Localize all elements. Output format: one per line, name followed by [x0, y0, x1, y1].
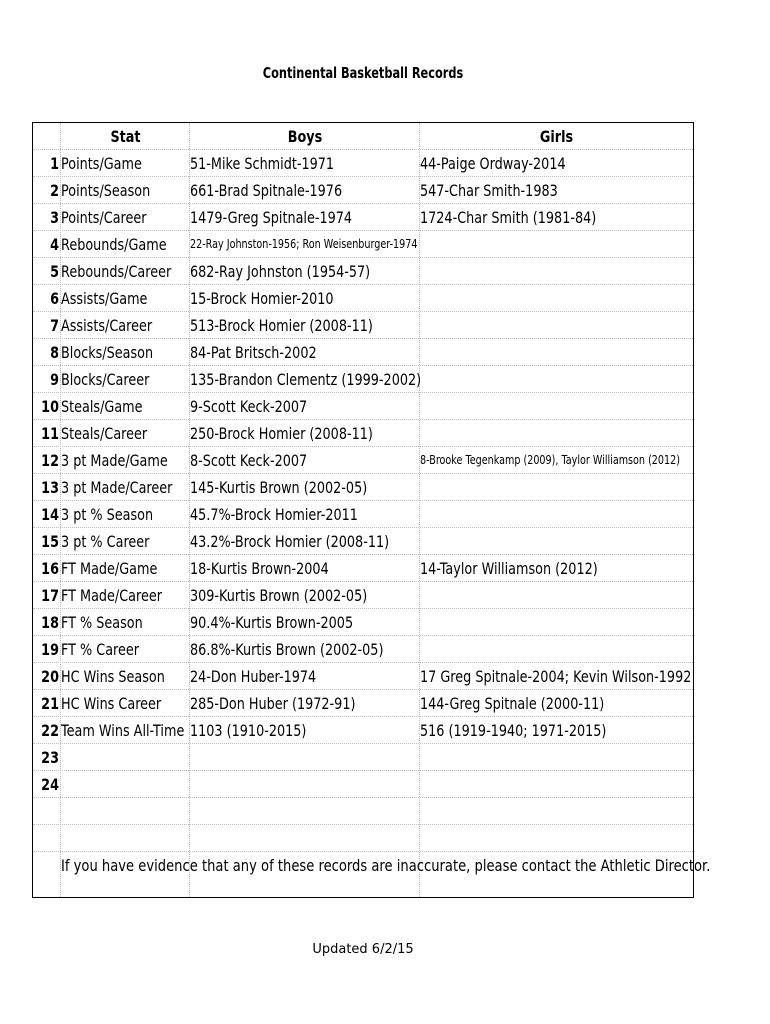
stat-cell: FT Made/Career	[61, 586, 162, 605]
girls-record-cell: 1724-Char Smith (1981-84)	[420, 208, 597, 227]
table-row	[33, 285, 693, 312]
boys-record-cell: 9-Scott Keck-2007	[190, 397, 308, 416]
stat-cell: Steals/Career	[61, 424, 148, 443]
stat-cell: 3 pt Made/Game	[61, 451, 168, 470]
stat-cell: Blocks/Career	[61, 370, 150, 389]
table-row	[33, 501, 693, 528]
row-number: 6	[50, 289, 59, 308]
stat-cell: FT Made/Game	[61, 559, 158, 578]
stat-cell: Points/Career	[61, 208, 147, 227]
updated-date: Updated 6/2/15	[312, 942, 414, 957]
stat-cell: 3 pt Made/Career	[61, 478, 173, 497]
stat-cell: Points/Season	[61, 181, 151, 200]
boys-record-cell: 1103 (1910-2015)	[190, 721, 307, 740]
table-row	[33, 231, 693, 258]
table-row	[33, 528, 693, 555]
stat-cell: Blocks/Season	[61, 343, 154, 362]
boys-record-cell: 8-Scott Keck-2007	[190, 451, 308, 470]
table-row	[33, 744, 693, 771]
table-row	[33, 366, 693, 393]
stat-cell: 3 pt % Career	[61, 532, 150, 551]
row-number: 11	[41, 424, 59, 443]
row-number: 2	[50, 181, 59, 200]
row-number: 15	[41, 532, 59, 551]
boys-record-cell: 309-Kurtis Brown (2002-05)	[190, 586, 368, 605]
boys-record-cell: 250-Brock Homier (2008-11)	[190, 424, 373, 443]
row-number: 22	[41, 721, 59, 740]
row-number: 20	[41, 667, 59, 686]
boys-record-cell: 15-Brock Homier-2010	[190, 289, 334, 308]
row-number: 8	[50, 343, 59, 362]
stat-cell: 3 pt % Season	[61, 505, 154, 524]
table-row	[33, 663, 693, 690]
boys-record-cell: 22-Ray Johnston-1956; Ron Weisenburger-1974	[190, 237, 418, 251]
row-number: 19	[41, 640, 59, 659]
boys-record-cell: 24-Don Huber-1974	[190, 667, 317, 686]
stat-cell: Assists/Game	[61, 289, 148, 308]
girls-record-cell: 547-Char Smith-1983	[420, 181, 558, 200]
page-title: Continental Basketball Records	[262, 64, 464, 82]
table-row	[33, 420, 693, 447]
table-row	[33, 447, 693, 474]
boys-record-cell: 682-Ray Johnston (1954-57)	[190, 262, 371, 281]
girls-record-cell: 516 (1919-1940; 1971-2015)	[420, 721, 607, 740]
table-row	[33, 474, 693, 501]
stat-cell: Rebounds/Game	[61, 235, 167, 254]
boys-record-cell: 513-Brock Homier (2008-11)	[190, 316, 373, 335]
row-number: 23	[41, 748, 59, 767]
row-number: 21	[41, 694, 59, 713]
table-row	[33, 609, 693, 636]
table-row	[33, 177, 693, 204]
girls-record-cell: 14-Taylor Williamson (2012)	[420, 559, 598, 578]
boys-record-cell: 145-Kurtis Brown (2002-05)	[190, 478, 368, 497]
table-row	[33, 150, 693, 177]
boys-record-cell: 285-Don Huber (1972-91)	[190, 694, 356, 713]
row-number: 4	[50, 235, 59, 254]
stat-cell: Steals/Game	[61, 397, 143, 416]
girls-record-cell: 44-Paige Ordway-2014	[420, 154, 566, 173]
row-number: 7	[50, 316, 59, 335]
stat-cell: FT % Season	[61, 613, 143, 632]
boys-record-cell: 1479-Greg Spitnale-1974	[190, 208, 353, 227]
accuracy-note: If you have evidence that any of these records are inaccurate, please contact the Athletic Director.	[61, 856, 711, 875]
row-number: 12	[41, 451, 59, 470]
row-number: 24	[41, 775, 59, 794]
boys-record-cell: 661-Brad Spitnale-1976	[190, 181, 343, 200]
table-row	[33, 582, 693, 609]
stat-cell: Assists/Career	[61, 316, 153, 335]
note-row	[33, 852, 711, 879]
stat-cell: Rebounds/Career	[61, 262, 172, 281]
stat-header: Stat	[110, 127, 141, 146]
stat-cell: Points/Game	[61, 154, 142, 173]
row-number: 3	[50, 208, 59, 227]
blank-row	[33, 798, 693, 825]
boys-record-cell: 51-Mike Schmidt-1971	[190, 154, 335, 173]
row-number: 14	[41, 505, 59, 524]
table-row	[33, 771, 693, 798]
header-row	[33, 123, 693, 150]
row-number: 16	[41, 559, 59, 578]
table-row	[33, 339, 693, 366]
table-row	[33, 636, 693, 663]
row-number: 13	[41, 478, 59, 497]
boys-record-cell: 84-Pat Britsch-2002	[190, 343, 317, 362]
table-row	[33, 393, 693, 420]
table-row	[33, 555, 693, 582]
boys-header: Boys	[287, 127, 323, 146]
table-row	[33, 690, 693, 717]
girls-header: Girls	[539, 127, 574, 146]
boys-record-cell: 135-Brandon Clementz (1999-2002)	[190, 370, 422, 389]
boys-record-cell: 86.8%-Kurtis Brown (2002-05)	[190, 640, 384, 659]
table-row	[33, 717, 693, 744]
row-number: 18	[41, 613, 59, 632]
row-number: 5	[50, 262, 59, 281]
row-number: 1	[50, 154, 59, 173]
girls-record-cell: 17 Greg Spitnale-2004; Kevin Wilson-1992	[420, 667, 692, 686]
records-table	[32, 122, 711, 898]
stat-cell: Team Wins All-Time	[61, 721, 185, 740]
boys-record-cell: 43.2%-Brock Homier (2008-11)	[190, 532, 390, 551]
row-number: 9	[50, 370, 59, 389]
girls-record-cell: 8-Brooke Tegenkamp (2009), Taylor Williamson (2012)	[420, 453, 680, 467]
table-row	[33, 204, 693, 231]
stat-cell: FT % Career	[61, 640, 140, 659]
row-number: 10	[41, 397, 59, 416]
table-row	[33, 258, 693, 285]
table-row	[33, 312, 693, 339]
boys-record-cell: 90.4%-Kurtis Brown-2005	[190, 613, 354, 632]
boys-record-cell: 18-Kurtis Brown-2004	[190, 559, 329, 578]
boys-record-cell: 45.7%-Brock Homier-2011	[190, 505, 358, 524]
girls-record-cell: 144-Greg Spitnale (2000-11)	[420, 694, 605, 713]
blank-row	[33, 825, 693, 852]
row-number: 17	[41, 586, 59, 605]
stat-cell: HC Wins Career	[61, 694, 162, 713]
stat-cell: HC Wins Season	[61, 667, 165, 686]
